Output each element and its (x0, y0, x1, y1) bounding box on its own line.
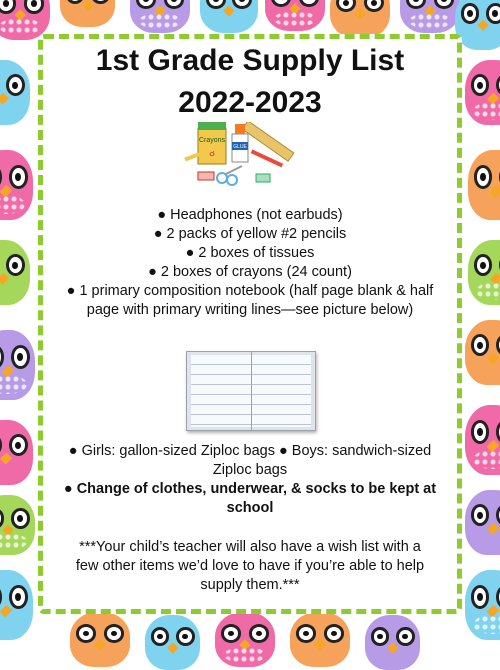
list-item: ● Girls: gallon-sized Ziploc bags ● Boys: sandwich-sized Ziploc bags (68, 443, 432, 478)
owl-decoration (465, 490, 500, 555)
school-year: 2022-2023 (178, 86, 322, 119)
owl-decoration (400, 0, 460, 33)
glue-label: GLUE (233, 144, 247, 150)
owl-decoration (70, 612, 130, 667)
owl-decoration (465, 570, 500, 640)
owl-decoration (365, 615, 420, 670)
list-item: ● 2 boxes of crayons (24 count) (148, 264, 352, 280)
owl-decoration (330, 0, 390, 38)
owl-decoration (0, 420, 33, 485)
owl-decoration (200, 0, 258, 33)
owl-decoration (265, 0, 325, 31)
crayons-box-label: Crayons (198, 137, 226, 144)
owl-decoration (465, 405, 500, 475)
owl-decoration (60, 0, 115, 27)
owl-decoration (468, 240, 500, 305)
school-supplies-image (180, 122, 300, 192)
owl-decoration (0, 330, 35, 400)
list-item: ● 2 boxes of tissues (185, 245, 315, 261)
composition-notebook-image (186, 351, 316, 431)
supply-items-list-2 (60, 442, 440, 518)
owl-decoration (0, 150, 33, 220)
owl-decoration (290, 612, 350, 667)
owl-decoration (130, 0, 190, 33)
supply-items-list (60, 206, 440, 320)
owl-decoration (465, 320, 500, 385)
list-item: ● Headphones (not earbuds) (157, 207, 343, 223)
wish-list-note: ***Your child’s teacher will also have a wish list with a few other items we’d love to have if you’re able to help supply them.*** (75, 539, 425, 593)
crayons-box-count: 8 (209, 148, 215, 159)
owl-decoration (0, 570, 33, 640)
owl-decoration (215, 612, 275, 667)
list-item: ● 1 primary composition notebook (half page blank & half page with primary writing lines—see picture below) (66, 283, 434, 318)
owl-decoration (145, 615, 200, 670)
owl-decoration (0, 240, 30, 305)
owl-decoration (0, 495, 35, 555)
list-item-bold: ● Change of clothes, underwear, & socks to be kept at school (63, 481, 437, 516)
page-title: 1st Grade Supply List (95, 44, 405, 77)
list-item: ● 2 packs of yellow #2 pencils (153, 226, 347, 242)
owl-decoration (468, 150, 500, 220)
